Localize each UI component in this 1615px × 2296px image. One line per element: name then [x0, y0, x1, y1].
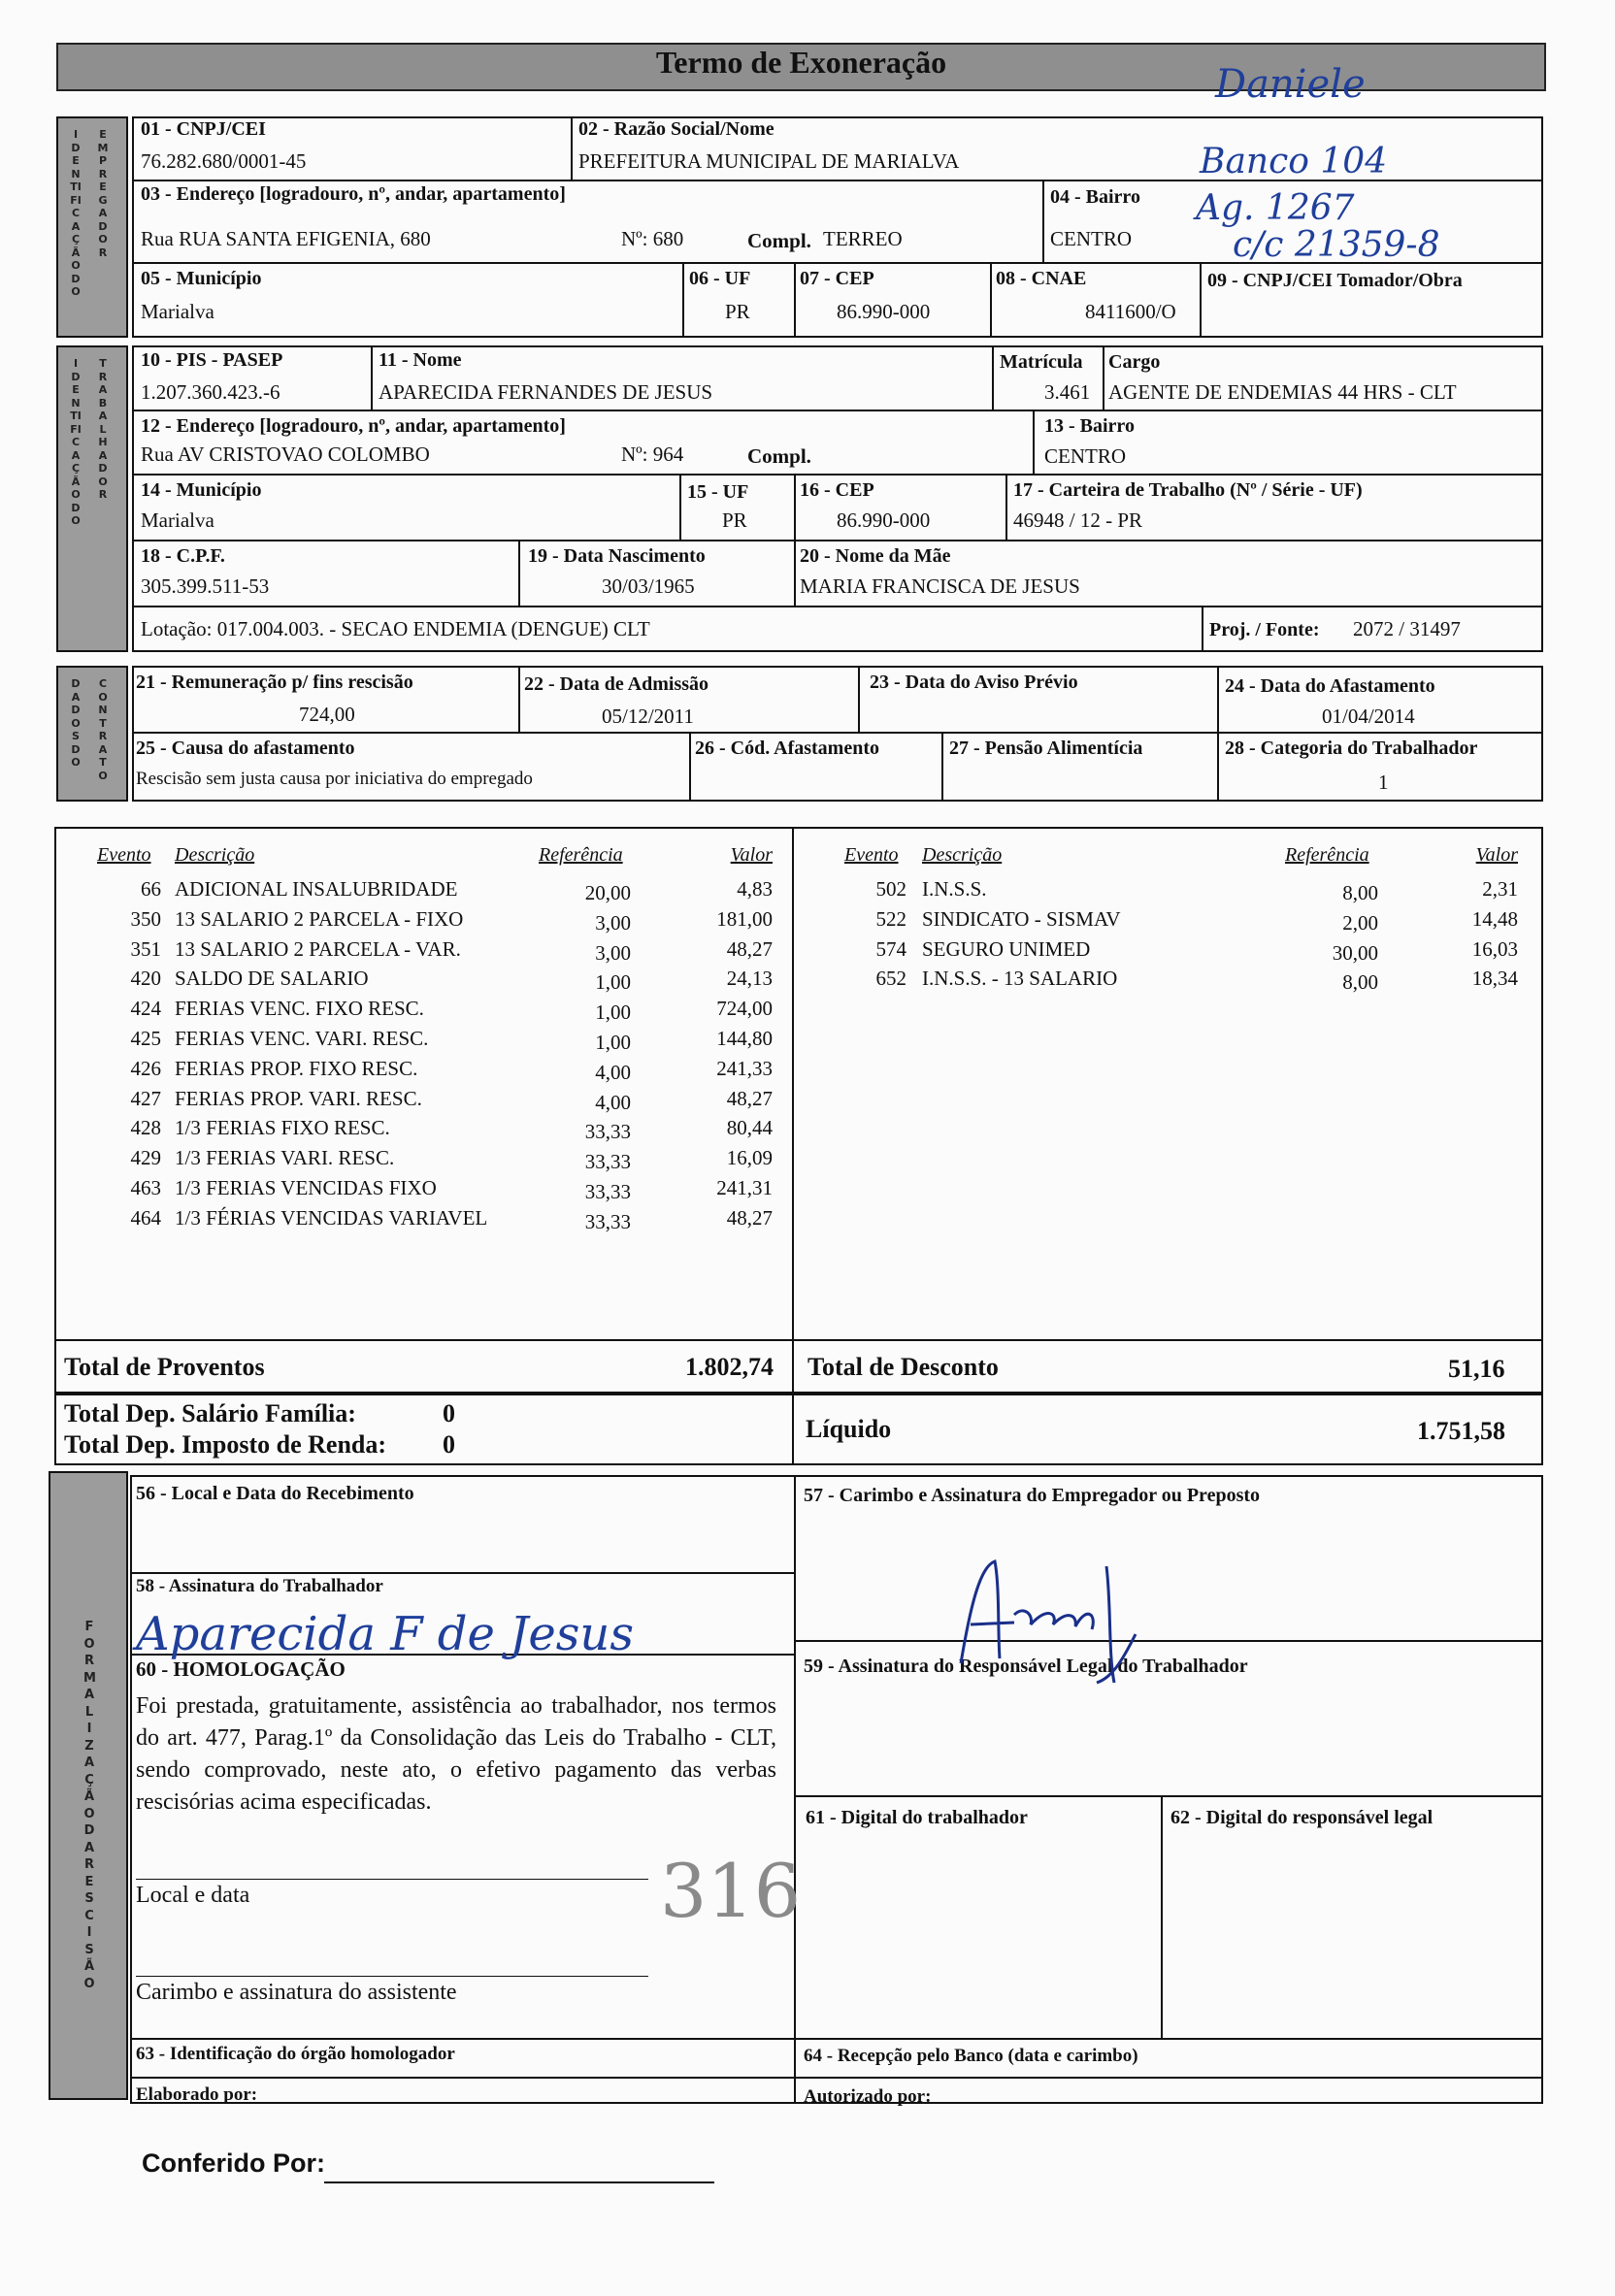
matricula-label: Matrícula — [1000, 351, 1083, 373]
cargo-label: Cargo — [1108, 351, 1161, 373]
side-label-employer: IDENTIFICAÇÃO DO EMPREGADOR — [56, 116, 128, 338]
event-reference: 33,33 — [584, 1209, 631, 1233]
f24-value: 01/04/2014 — [1322, 705, 1415, 728]
cargo-value: AGENTE DE ENDEMIAS 44 HRS - CLT — [1108, 380, 1457, 404]
f01-value: 76.282.680/0001-45 — [141, 149, 307, 173]
event-description: 1/3 FERIAS VENCIDAS FIXO — [175, 1176, 437, 1199]
event-description: 1/3 FÉRIAS VENCIDAS VARIAVEL — [175, 1205, 488, 1230]
handwriting-banco: Banco 104 — [1200, 142, 1388, 181]
f11-value: APARECIDA FERNANDES DE JESUS — [379, 380, 713, 404]
event-description: I.N.S.S. - 13 SALARIO — [922, 967, 1118, 991]
event-code: 425 — [130, 1027, 161, 1050]
f24-label: 24 - Data do Afastamento — [1225, 675, 1435, 697]
side-label-employee: IDENTIFICAÇÃO DO TRABALHADOR — [56, 345, 128, 652]
event-code: 428 — [130, 1116, 161, 1140]
conferido-label: Conferido Por: — [142, 2148, 325, 2178]
header-evento: Evento — [97, 844, 151, 866]
event-value: 144,80 — [716, 1027, 773, 1050]
event-code: 420 — [130, 967, 161, 991]
event-reference: 2,00 — [1342, 910, 1378, 935]
event-value: 14,48 — [1471, 906, 1518, 931]
f07-value: 86.990-000 — [837, 300, 931, 323]
event-value: 241,31 — [716, 1176, 773, 1199]
liquido-label: Líquido — [806, 1415, 892, 1443]
f23-label: 23 - Data do Aviso Prévio — [870, 672, 1078, 693]
event-value: 16,09 — [726, 1146, 773, 1170]
f26-label: 26 - Cód. Afastamento — [695, 738, 879, 759]
proj-label: Proj. / Fonte: — [1209, 619, 1320, 640]
event-value: 24,13 — [726, 967, 773, 991]
event-reference: 30,00 — [1332, 940, 1378, 965]
f22-value: 05/12/2011 — [602, 705, 694, 728]
event-description: ADICIONAL INSALUBRIDADE — [175, 877, 458, 901]
event-code: 574 — [875, 936, 906, 961]
event-reference: 1,00 — [595, 1000, 631, 1025]
event-reference: 33,33 — [584, 1150, 631, 1174]
handwriting-agencia: Ag. 1267 — [1196, 188, 1355, 228]
f12-num: Nº: 964 — [621, 443, 684, 466]
handwriting-name-top: Daniele — [1215, 62, 1366, 107]
f18-value: 305.399.511-53 — [141, 574, 270, 598]
handwriting-trabalhador-signature: Aparecida F de Jesus — [136, 1607, 634, 1661]
f03-num: Nº: 680 — [621, 227, 684, 250]
matricula-value: 3.461 — [1044, 380, 1091, 404]
event-code: 351 — [130, 936, 161, 961]
total-proventos-label: Total de Proventos — [64, 1353, 265, 1381]
f02-value: PREFEITURA MUNICIPAL DE MARIALVA — [578, 149, 960, 173]
liquido-value: 1.751,58 — [1417, 1417, 1505, 1445]
f16-label: 16 - CEP — [800, 479, 874, 501]
event-description: SEGURO UNIMED — [922, 936, 1091, 961]
event-code: 424 — [130, 997, 161, 1021]
header-valor: Valor — [730, 844, 773, 866]
handwriting-page-number: 316 — [660, 1848, 802, 1934]
f09-label: 09 - CNPJ/CEI Tomador/Obra — [1207, 270, 1463, 291]
f05-label: 05 - Município — [141, 268, 262, 289]
f15-label: 15 - UF — [687, 481, 749, 503]
f08-label: 08 - CNAE — [996, 268, 1087, 289]
f62-label: 62 - Digital do responsável legal — [1170, 1807, 1434, 1828]
f14-label: 14 - Município — [141, 479, 262, 501]
f04-value: CENTRO — [1050, 227, 1132, 250]
f60-label: 60 - HOMOLOGAÇÃO — [136, 1657, 346, 1681]
f12-compl: Compl. — [747, 444, 811, 468]
imposto-renda-label: Total Dep. Imposto de Renda: — [64, 1430, 387, 1459]
header-descricao: Descrição — [175, 844, 255, 866]
page-title: Termo de Exoneração — [655, 45, 947, 80]
f18-label: 18 - C.P.F. — [141, 545, 225, 567]
salario-familia-value: 0 — [443, 1399, 455, 1427]
event-code: 522 — [875, 906, 906, 931]
header-referencia: Referência — [539, 844, 623, 866]
event-value: 18,34 — [1471, 967, 1518, 991]
f19-value: 30/03/1965 — [602, 574, 695, 598]
f28-value: 1 — [1378, 771, 1389, 794]
event-reference: 1,00 — [595, 1031, 631, 1054]
event-value: 48,27 — [726, 1086, 773, 1110]
event-description: 13 SALARIO 2 PARCELA - FIXO — [175, 906, 464, 931]
header-referencia-desc: Referência — [1285, 844, 1369, 866]
f03-value: Rua RUA SANTA EFIGENIA, 680 — [141, 227, 431, 250]
f03-label: 03 - Endereço [logradouro, nº, andar, apartamento] — [141, 183, 566, 205]
f17-value: 46948 / 12 - PR — [1013, 508, 1143, 532]
event-reference: 4,00 — [595, 1090, 631, 1114]
event-description: 1/3 FERIAS FIXO RESC. — [175, 1116, 390, 1140]
event-reference: 1,00 — [595, 970, 631, 995]
event-reference: 4,00 — [595, 1060, 631, 1084]
f10-label: 10 - PIS - PASEP — [141, 349, 283, 371]
total-desconto-value: 51,16 — [1448, 1355, 1505, 1383]
f06-value: PR — [725, 300, 750, 323]
f05-value: Marialva — [141, 300, 214, 323]
f12-value: Rua AV CRISTOVAO COLOMBO — [141, 443, 430, 466]
event-description: 1/3 FERIAS VARI. RESC. — [175, 1146, 395, 1170]
event-description: FERIAS PROP. VARI. RESC. — [175, 1086, 422, 1110]
local-data-label: Local e data — [136, 1883, 250, 1908]
event-reference: 8,00 — [1342, 970, 1378, 995]
event-code: 463 — [130, 1176, 161, 1199]
proj-value: 2072 / 31497 — [1353, 617, 1461, 640]
f28-label: 28 - Categoria do Trabalhador — [1225, 738, 1478, 759]
f60-text: Foi prestada, gratuitamente, assistência ao trabalhador, nos termos do art. 477, Parag.1º da Consolidação das Leis do Trabalho - CLT, sendo comprovado, neste ato, o efetivo pagamento das verbas rescisórias acima especificadas. — [136, 1693, 776, 1815]
event-value: 724,00 — [716, 997, 773, 1021]
f15-value: PR — [722, 508, 747, 532]
f03-compl-value: TERREO — [823, 227, 903, 250]
f21-label: 21 - Remuneração p/ fins rescisão — [136, 672, 413, 693]
event-description: FERIAS VENC. VARI. RESC. — [175, 1027, 429, 1050]
event-value: 48,27 — [726, 1205, 773, 1230]
header-descricao-desc: Descrição — [922, 844, 1003, 866]
event-description: SINDICATO - SISMAV — [922, 906, 1121, 931]
f13-label: 13 - Bairro — [1044, 415, 1135, 437]
f01-label: 01 - CNPJ/CEI — [141, 118, 266, 140]
event-code: 502 — [875, 877, 906, 901]
event-value: 16,03 — [1471, 936, 1518, 961]
side-label-contract: DADOS DO CONTRATO — [56, 666, 128, 802]
event-code: 426 — [130, 1056, 161, 1080]
f08-value: 8411600/O — [1085, 300, 1176, 323]
handwriting-conta: c/c 21359-8 — [1233, 225, 1440, 265]
f20-value: MARIA FRANCISCA DE JESUS — [800, 574, 1080, 598]
event-reference: 3,00 — [595, 940, 631, 965]
event-reference: 33,33 — [584, 1120, 631, 1144]
f17-label: 17 - Carteira de Trabalho (Nº / Série - UF) — [1013, 479, 1363, 501]
f10-value: 1.207.360.423.-6 — [141, 380, 280, 404]
f12-label: 12 - Endereço [logradouro, nº, andar, apartamento] — [141, 415, 566, 437]
imposto-renda-value: 0 — [443, 1430, 455, 1459]
event-description: 13 SALARIO 2 PARCELA - VAR. — [175, 936, 461, 961]
event-value: 80,44 — [726, 1116, 773, 1140]
event-reference: 20,00 — [584, 881, 631, 904]
event-value: 4,83 — [737, 877, 773, 901]
total-desconto-label: Total de Desconto — [808, 1353, 999, 1381]
event-code: 350 — [130, 906, 161, 931]
f16-value: 86.990-000 — [837, 508, 931, 532]
employer-signature — [941, 1547, 1174, 1692]
event-code: 427 — [130, 1086, 161, 1110]
event-value: 241,33 — [716, 1056, 773, 1080]
event-reference: 3,00 — [595, 910, 631, 935]
f04-label: 04 - Bairro — [1050, 186, 1140, 208]
event-value: 48,27 — [726, 936, 773, 961]
event-value: 181,00 — [716, 906, 773, 931]
salario-familia-label: Total Dep. Salário Família: — [64, 1399, 356, 1427]
f11-label: 11 - Nome — [379, 349, 462, 371]
f56-label: 56 - Local e Data do Recebimento — [136, 1483, 414, 1504]
f22-label: 22 - Data de Admissão — [524, 673, 709, 695]
side-label-formalization: FORMALIZAÇÃO DA RESCISÃO — [49, 1471, 128, 2100]
f61-label: 61 - Digital do trabalhador — [806, 1807, 1028, 1828]
event-code: 652 — [875, 967, 906, 991]
f13-value: CENTRO — [1044, 444, 1126, 468]
f57-label: 57 - Carimbo e Assinatura do Empregador ou Preposto — [804, 1485, 1261, 1506]
event-code: 66 — [141, 877, 161, 901]
header-valor-desc: Valor — [1475, 844, 1518, 866]
event-description: FERIAS VENC. FIXO RESC. — [175, 997, 424, 1021]
f20-label: 20 - Nome da Mãe — [800, 545, 951, 567]
carimbo-assistente-label: Carimbo e assinatura do assistente — [136, 1980, 457, 2005]
lotacao: Lotação: 017.004.003. - SECAO ENDEMIA (DENGUE) CLT — [141, 617, 650, 640]
f03-compl-label: Compl. — [747, 229, 811, 252]
elaborado-label: Elaborado por: — [136, 2084, 258, 2105]
f07-label: 07 - CEP — [800, 268, 874, 289]
header-evento-desc: Evento — [844, 844, 899, 866]
total-proventos-value: 1.802,74 — [685, 1353, 774, 1381]
f27-label: 27 - Pensão Alimentícia — [949, 738, 1143, 759]
event-code: 429 — [130, 1146, 161, 1170]
event-description: SALDO DE SALARIO — [175, 967, 369, 991]
f19-label: 19 - Data Nascimento — [528, 545, 706, 567]
f64-label: 64 - Recepção pelo Banco (data e carimbo) — [804, 2046, 1138, 2066]
event-reference: 33,33 — [584, 1180, 631, 1203]
event-reference: 8,00 — [1342, 881, 1378, 904]
f25-value: Rescisão sem justa causa por iniciativa do empregado — [136, 769, 533, 789]
f58-label: 58 - Assinatura do Trabalhador — [136, 1576, 383, 1596]
event-description: FERIAS PROP. FIXO RESC. — [175, 1056, 418, 1080]
f06-label: 06 - UF — [689, 268, 751, 289]
f59-label: 59 - Assinatura do Responsável Legal do Trabalhador — [804, 1656, 1248, 1677]
f21-value: 724,00 — [299, 703, 355, 726]
event-description: I.N.S.S. — [922, 877, 987, 901]
autorizado-label: Autorizado por: — [804, 2086, 932, 2107]
f25-label: 25 - Causa do afastamento — [136, 738, 355, 759]
event-code: 464 — [130, 1205, 161, 1230]
event-value: 2,31 — [1482, 877, 1518, 901]
f14-value: Marialva — [141, 508, 214, 532]
f02-label: 02 - Razão Social/Nome — [578, 118, 775, 140]
f63-label: 63 - Identificação do órgão homologador — [136, 2044, 455, 2064]
